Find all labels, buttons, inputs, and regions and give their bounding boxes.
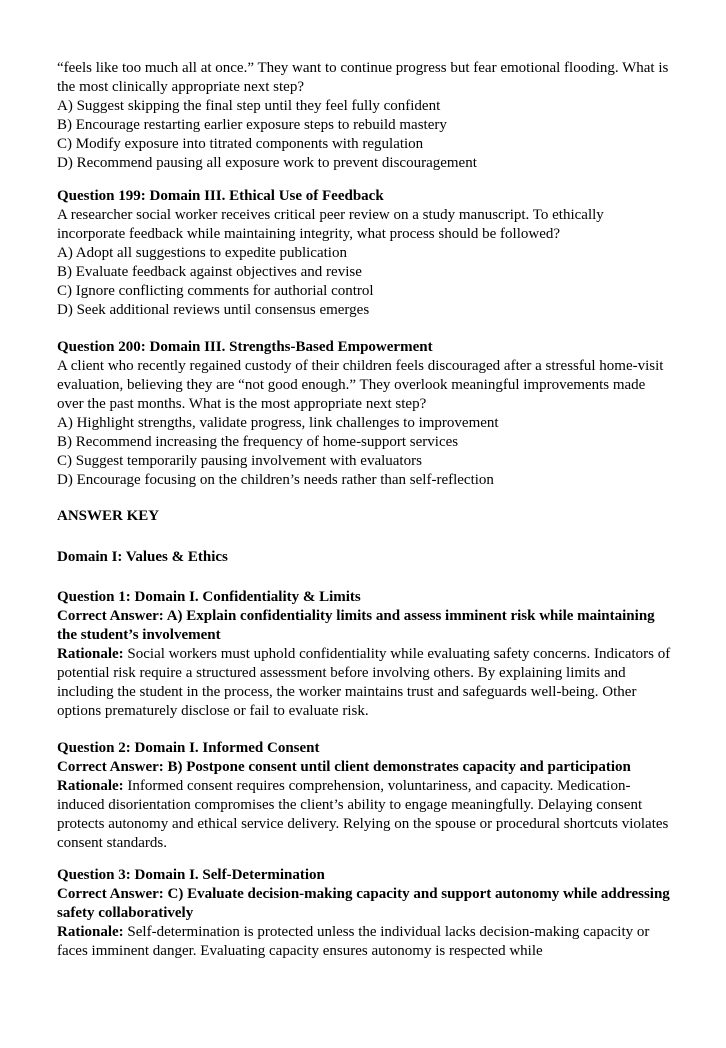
correct-answer: Correct Answer: B) Postpone consent until client demonstrates capacity and participation: [57, 759, 631, 775]
question-stem: “feels like too much all at once.” They want to continue progress but fear emotional flooding. What is the most clinically appropriate next step?: [57, 60, 669, 95]
rationale-text: Social workers must uphold confidentiality while evaluating safety concerns. Indicators of potential risk require a structured assessment before involving others. By explaining limits and including the student in the process, the worker maintains trust and safeguards well-being. Other options prematurely disclose or fail to evaluate risk.: [57, 646, 671, 719]
question-stem: A client who recently regained custody of their children feels discouraged after a stressful home-visit evaluation, believing they are “not good enough.” They overlook meaningful improvements made over the past months. What is the most appropriate next step?: [57, 358, 664, 412]
question-option-a: A) Highlight strengths, validate progress, link challenges to improvement: [57, 415, 499, 431]
answer-explanation-3: [57, 866, 672, 961]
question-option-c: C) Suggest temporarily pausing involvement with evaluators: [57, 453, 422, 469]
answer-heading: Question 1: Domain I. Confidentiality & Limits: [57, 589, 361, 605]
question-198-continuation: [57, 59, 672, 173]
answer-heading: Question 3: Domain I. Self-Determination: [57, 867, 325, 883]
question-heading: Question 200: Domain III. Strengths-Based Empowerment: [57, 339, 433, 355]
question-option-a: A) Suggest skipping the final step until they feel fully confident: [57, 98, 441, 114]
rationale-label: Rationale:: [57, 924, 124, 940]
question-stem: A researcher social worker receives critical peer review on a study manuscript. To ethically incorporate feedback while maintaining integrity, what process should be followed?: [57, 207, 604, 242]
question-heading: Question 199: Domain III. Ethical Use of Feedback: [57, 188, 384, 204]
answer-key-title: ANSWER KEY: [57, 508, 160, 524]
question-option-d: D) Recommend pausing all exposure work to prevent discouragement: [57, 155, 477, 171]
question-option-b: B) Encourage restarting earlier exposure steps to rebuild mastery: [57, 117, 447, 133]
domain-heading: Domain I: Values & Ethics: [57, 549, 228, 565]
question-option-a: A) Adopt all suggestions to expedite publication: [57, 245, 347, 261]
rationale-label: Rationale:: [57, 646, 124, 662]
rationale-label: Rationale:: [57, 778, 124, 794]
answer-heading: Question 2: Domain I. Informed Consent: [57, 740, 320, 756]
correct-answer: Correct Answer: A) Explain confidentiality limits and assess imminent risk while maintaining the student’s involvement: [57, 608, 655, 643]
question-option-d: D) Seek additional reviews until consensus emerges: [57, 302, 370, 318]
question-option-b: B) Evaluate feedback against objectives and revise: [57, 264, 362, 280]
answer-explanation-2: [57, 739, 672, 853]
rationale: [57, 645, 672, 721]
question-option-c: C) Ignore conflicting comments for authorial control: [57, 283, 374, 299]
rationale-text: Informed consent requires comprehension, voluntariness, and capacity. Medication-induced disorientation compromises the client’s ability to engage meaningfully. Delaying consent protects autonomy and ethical service delivery. Relying on the spouse or procedural shortcuts violates consent standards.: [57, 778, 669, 851]
correct-answer: Correct Answer: C) Evaluate decision-making capacity and support autonomy while addressing safety collaboratively: [57, 886, 670, 921]
rationale-text: Self-determination is protected unless the individual lacks decision-making capacity or faces imminent danger. Evaluating capacity ensures autonomy is respected while: [57, 924, 650, 959]
question-200: [57, 338, 672, 490]
question-option-b: B) Recommend increasing the frequency of home-support services: [57, 434, 459, 450]
rationale: [57, 777, 672, 853]
question-option-c: C) Modify exposure into titrated components with regulation: [57, 136, 424, 152]
question-199: [57, 187, 672, 320]
answer-explanation-1: [57, 588, 672, 721]
question-option-d: D) Encourage focusing on the children’s needs rather than self-reflection: [57, 472, 494, 488]
rationale: [57, 923, 672, 961]
